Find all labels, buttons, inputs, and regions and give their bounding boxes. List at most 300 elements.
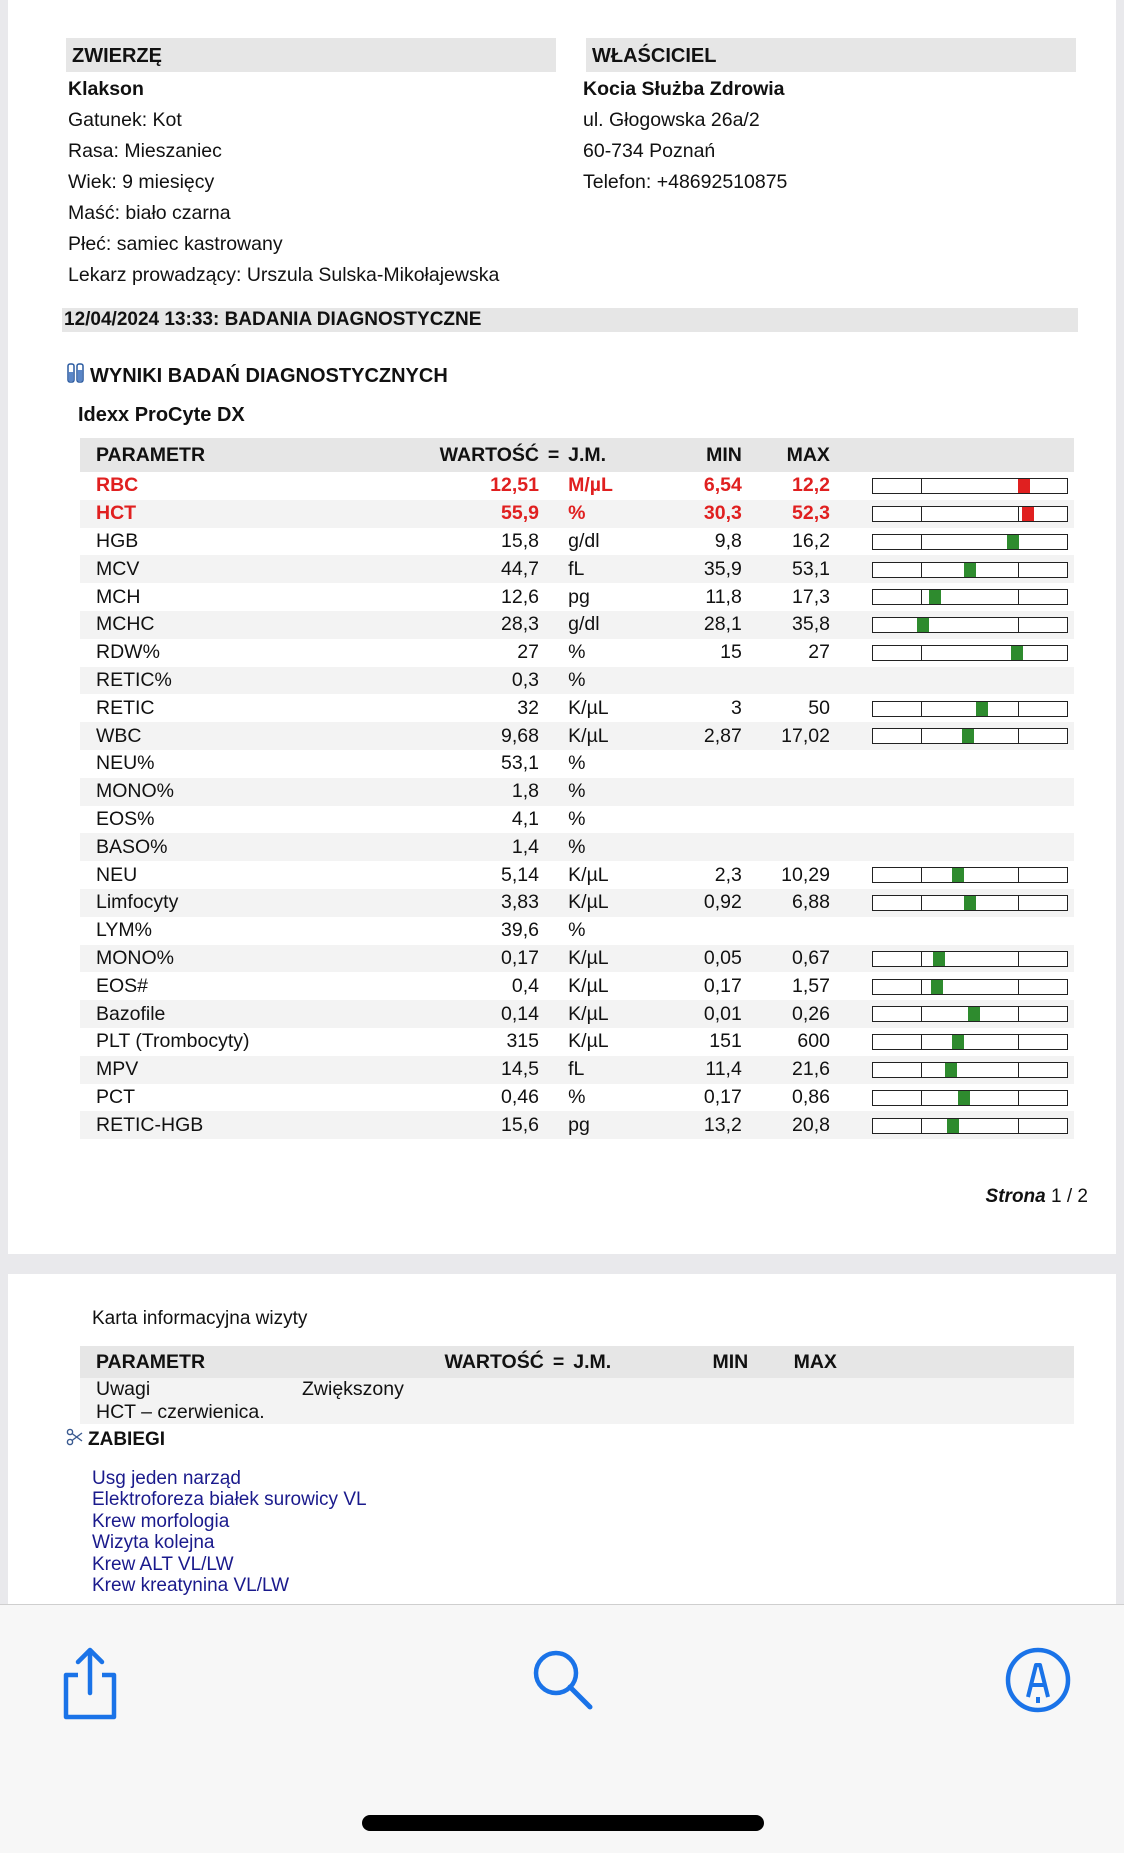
range-bar-max-line — [1018, 896, 1020, 910]
range-marker — [1018, 479, 1030, 493]
result-range-cell — [830, 945, 1074, 973]
range-bar-max-line — [1018, 507, 1020, 521]
page-total: / 2 — [1066, 1186, 1088, 1207]
range-bar-min-line — [921, 479, 923, 493]
notes-table — [80, 1346, 1074, 1424]
notes-col-max: MAX — [748, 1346, 837, 1378]
owner-phone: Telefon: +48692510875 — [583, 171, 788, 193]
result-param: HGB — [80, 528, 418, 556]
result-eq — [539, 778, 568, 806]
result-value: 14,5 — [418, 1056, 539, 1084]
result-row — [80, 806, 1074, 834]
range-bar-min-line — [921, 952, 923, 966]
bottom-toolbar — [0, 1604, 1124, 1853]
result-range-cell — [830, 500, 1074, 528]
result-max — [742, 667, 830, 695]
result-max: 17,02 — [742, 722, 830, 750]
result-min: 3 — [675, 694, 742, 722]
results-table — [80, 438, 1074, 1139]
result-min: 15 — [675, 639, 742, 667]
range-bar-max-line — [1018, 868, 1020, 882]
result-param: MCH — [80, 583, 418, 611]
notes-col-min: MIN — [681, 1346, 748, 1378]
owner-city: 60-734 Poznań — [583, 140, 716, 162]
result-param: BASO% — [80, 833, 418, 861]
range-bar-min-line — [921, 1035, 923, 1049]
result-max: 6,88 — [742, 889, 830, 917]
result-max: 16,2 — [742, 528, 830, 556]
result-unit: K/µL — [568, 861, 675, 889]
pet-age: Wiek: 9 miesięcy — [68, 171, 215, 193]
result-row — [80, 500, 1074, 528]
range-bar — [872, 1006, 1068, 1022]
result-min: 9,8 — [675, 528, 742, 556]
result-range-cell — [830, 611, 1074, 639]
result-max: 0,86 — [742, 1084, 830, 1112]
result-min: 35,9 — [675, 555, 742, 583]
col-max: MAX — [742, 438, 830, 472]
result-min — [675, 778, 742, 806]
pet-color: Maść: biało czarna — [68, 202, 231, 224]
result-eq — [539, 694, 568, 722]
report-page-1 — [8, 0, 1116, 1254]
result-eq — [539, 583, 568, 611]
result-range-cell — [830, 972, 1074, 1000]
result-param: EOS% — [80, 806, 418, 834]
col-range — [830, 438, 1074, 472]
result-min: 2,87 — [675, 722, 742, 750]
result-unit: M/µL — [568, 472, 675, 500]
result-min: 0,05 — [675, 945, 742, 973]
search-button[interactable] — [528, 1645, 598, 1715]
range-bar-min-line — [921, 563, 923, 577]
range-bar-max-line — [1018, 952, 1020, 966]
col-param: PARAMETR — [80, 438, 418, 472]
result-min: 13,2 — [675, 1111, 742, 1139]
result-unit: K/µL — [568, 972, 675, 1000]
result-max — [742, 778, 830, 806]
result-min — [675, 750, 742, 778]
result-max: 35,8 — [742, 611, 830, 639]
result-unit: % — [568, 1084, 675, 1112]
result-eq — [539, 528, 568, 556]
result-value: 53,1 — [418, 750, 539, 778]
notes-col-unit: J.M. — [573, 1346, 681, 1378]
result-eq — [539, 472, 568, 500]
pet-sex: Płeć: samiec kastrowany — [68, 233, 283, 255]
result-unit: fL — [568, 1056, 675, 1084]
result-eq — [539, 945, 568, 973]
result-min: 0,17 — [675, 972, 742, 1000]
notes-col-param: PARAMETR — [80, 1346, 438, 1378]
range-bar — [872, 478, 1068, 494]
result-unit: K/µL — [568, 945, 675, 973]
result-max: 0,26 — [742, 1000, 830, 1028]
pet-name: Klakson — [68, 78, 144, 100]
result-param: NEU% — [80, 750, 418, 778]
range-bar — [872, 645, 1068, 661]
procedure-item[interactable]: Krew morfologia — [92, 1510, 230, 1532]
result-unit: K/µL — [568, 694, 675, 722]
result-param: HCT — [80, 500, 418, 528]
result-param: MONO% — [80, 945, 418, 973]
result-unit: % — [568, 750, 675, 778]
result-value: 12,6 — [418, 583, 539, 611]
notes-header-row — [80, 1346, 1074, 1378]
notes-col-empty — [837, 1346, 1074, 1378]
range-bar — [872, 1118, 1068, 1134]
result-unit: % — [568, 778, 675, 806]
result-range-cell — [830, 1111, 1074, 1139]
result-eq — [539, 806, 568, 834]
result-param: MPV — [80, 1056, 418, 1084]
owner-name: Kocia Służba Zdrowia — [583, 78, 785, 100]
page-label: Strona — [985, 1186, 1046, 1207]
result-eq — [539, 1111, 568, 1139]
range-bar-min-line — [921, 1119, 923, 1133]
result-value: 0,17 — [418, 945, 539, 973]
result-row — [80, 1000, 1074, 1028]
result-row — [80, 972, 1074, 1000]
col-min: MIN — [675, 438, 742, 472]
range-bar — [872, 1090, 1068, 1106]
result-range-cell — [830, 667, 1074, 695]
result-unit: pg — [568, 583, 675, 611]
range-bar — [872, 979, 1068, 995]
result-min: 30,3 — [675, 500, 742, 528]
result-range-cell — [830, 1056, 1074, 1084]
result-max: 17,3 — [742, 583, 830, 611]
result-range-cell — [830, 889, 1074, 917]
result-value: 3,83 — [418, 889, 539, 917]
col-unit: J.M. — [568, 438, 675, 472]
result-range-cell — [830, 639, 1074, 667]
result-eq — [539, 611, 568, 639]
range-bar-min-line — [921, 702, 923, 716]
result-min: 151 — [675, 1028, 742, 1056]
procedure-item[interactable]: Krew ALT VL/LW — [92, 1553, 234, 1575]
result-row — [80, 1111, 1074, 1139]
range-bar — [872, 951, 1068, 967]
result-param: Bazofile — [80, 1000, 418, 1028]
range-bar — [872, 701, 1068, 717]
result-range-cell — [830, 1028, 1074, 1056]
result-max: 20,8 — [742, 1111, 830, 1139]
result-unit: pg — [568, 1111, 675, 1139]
result-eq — [539, 972, 568, 1000]
result-min: 6,54 — [675, 472, 742, 500]
result-max — [742, 917, 830, 945]
result-eq — [539, 861, 568, 889]
scissors-icon — [66, 1428, 84, 1452]
range-marker — [1022, 507, 1034, 521]
result-param: RETIC% — [80, 667, 418, 695]
result-param: RDW% — [80, 639, 418, 667]
markup-button[interactable] — [1003, 1645, 1073, 1715]
result-param: WBC — [80, 722, 418, 750]
result-row — [80, 528, 1074, 556]
notes-row — [80, 1378, 1074, 1424]
result-row — [80, 889, 1074, 917]
range-bar-max-line — [1018, 1063, 1020, 1077]
result-value: 5,14 — [418, 861, 539, 889]
range-bar-max-line — [1018, 702, 1020, 716]
result-row — [80, 917, 1074, 945]
result-value: 1,4 — [418, 833, 539, 861]
range-bar-max-line — [1018, 1091, 1020, 1105]
range-marker — [952, 868, 964, 882]
home-indicator[interactable] — [362, 1815, 764, 1831]
result-range-cell — [830, 1084, 1074, 1112]
procedure-item[interactable]: Krew kreatynina VL/LW — [92, 1574, 290, 1596]
range-bar-max-line — [1018, 590, 1020, 604]
range-marker — [1007, 535, 1019, 549]
result-min — [675, 806, 742, 834]
result-value: 0,14 — [418, 1000, 539, 1028]
range-bar-min-line — [921, 980, 923, 994]
notes-row-rest — [438, 1378, 1074, 1424]
result-range-cell — [830, 917, 1074, 945]
result-max: 21,6 — [742, 1056, 830, 1084]
result-value: 315 — [418, 1028, 539, 1056]
procedure-item[interactable]: Elektroforeza białek surowicy VL — [92, 1489, 367, 1511]
result-value: 1,8 — [418, 778, 539, 806]
result-param: PLT (Trombocyty) — [80, 1028, 418, 1056]
notes-col-value: WARTOŚĆ — [438, 1346, 544, 1378]
result-param: PCT — [80, 1084, 418, 1112]
result-param: MCV — [80, 555, 418, 583]
pet-vet: Lekarz prowadzący: Urszula Sulska-Mikołajewska — [68, 264, 500, 286]
result-unit: K/µL — [568, 889, 675, 917]
result-eq — [539, 555, 568, 583]
result-value: 39,6 — [418, 917, 539, 945]
result-unit: % — [568, 639, 675, 667]
range-marker — [976, 702, 988, 716]
pet-species: Gatunek: Kot — [68, 109, 182, 131]
range-bar-max-line — [1018, 563, 1020, 577]
result-unit: K/µL — [568, 722, 675, 750]
procedures-section-title — [66, 1428, 165, 1452]
result-row — [80, 583, 1074, 611]
result-param: Limfocyty — [80, 889, 418, 917]
result-range-cell — [830, 583, 1074, 611]
range-bar-min-line — [921, 535, 923, 549]
result-max: 600 — [742, 1028, 830, 1056]
range-bar-max-line — [1018, 1007, 1020, 1021]
result-max: 10,29 — [742, 861, 830, 889]
result-max — [742, 750, 830, 778]
result-max: 0,67 — [742, 945, 830, 973]
result-min: 0,01 — [675, 1000, 742, 1028]
result-unit: K/µL — [568, 1028, 675, 1056]
owner-header: WŁAŚCICIEL — [586, 38, 1076, 72]
visit-card-title: Karta informacyjna wizyty — [92, 1308, 308, 1329]
notes-row-cell — [80, 1378, 438, 1424]
result-range-cell — [830, 861, 1074, 889]
result-row — [80, 750, 1074, 778]
result-value: 0,3 — [418, 667, 539, 695]
result-param: MONO% — [80, 778, 418, 806]
result-unit: % — [568, 833, 675, 861]
result-eq — [539, 722, 568, 750]
result-eq — [539, 500, 568, 528]
result-row — [80, 945, 1074, 973]
page-number — [986, 1186, 1088, 1208]
result-eq — [539, 889, 568, 917]
result-row — [80, 639, 1074, 667]
result-max: 53,1 — [742, 555, 830, 583]
range-marker — [958, 1091, 970, 1105]
range-marker — [968, 1007, 980, 1021]
notes-value: Zwiększony HCT – czerwienica. — [96, 1378, 404, 1423]
result-value: 55,9 — [418, 500, 539, 528]
result-row — [80, 667, 1074, 695]
page-current: 1 — [1051, 1186, 1062, 1207]
result-row — [80, 722, 1074, 750]
result-eq — [539, 1084, 568, 1112]
range-marker — [931, 980, 943, 994]
result-param: RBC — [80, 472, 418, 500]
result-row — [80, 1028, 1074, 1056]
share-icon — [54, 1645, 124, 1721]
results-header-row — [80, 438, 1074, 472]
range-bar — [872, 728, 1068, 744]
range-marker — [964, 563, 976, 577]
result-param: EOS# — [80, 972, 418, 1000]
range-bar-min-line — [921, 1063, 923, 1077]
result-max — [742, 833, 830, 861]
result-eq — [539, 1028, 568, 1056]
procedures-list — [92, 1468, 367, 1596]
procedure-item[interactable]: Usg jeden narząd — [92, 1468, 241, 1489]
range-bar — [872, 867, 1068, 883]
result-unit: % — [568, 500, 675, 528]
result-value: 0,4 — [418, 972, 539, 1000]
result-unit: % — [568, 806, 675, 834]
result-row — [80, 778, 1074, 806]
notes-param: Uwagi — [96, 1378, 151, 1400]
result-eq — [539, 1000, 568, 1028]
result-min — [675, 667, 742, 695]
range-marker — [1011, 646, 1023, 660]
result-eq — [539, 917, 568, 945]
range-bar — [872, 506, 1068, 522]
range-bar — [872, 895, 1068, 911]
range-bar-min-line — [921, 896, 923, 910]
result-row — [80, 555, 1074, 583]
result-max — [742, 806, 830, 834]
notes-col-eq: = — [544, 1346, 573, 1378]
result-eq — [539, 639, 568, 667]
result-row — [80, 611, 1074, 639]
pet-header: ZWIERZĘ — [66, 38, 556, 72]
result-range-cell — [830, 778, 1074, 806]
range-bar — [872, 589, 1068, 605]
result-unit: g/dl — [568, 528, 675, 556]
result-eq — [539, 833, 568, 861]
result-unit: g/dl — [568, 611, 675, 639]
result-min — [675, 833, 742, 861]
result-unit: fL — [568, 555, 675, 583]
result-value: 15,6 — [418, 1111, 539, 1139]
results-title-text: WYNIKI BADAŃ DIAGNOSTYCZNYCH — [90, 364, 448, 387]
range-bar-min-line — [921, 507, 923, 521]
range-marker — [964, 896, 976, 910]
result-min: 0,92 — [675, 889, 742, 917]
result-row — [80, 472, 1074, 500]
result-value: 44,7 — [418, 555, 539, 583]
pet-info — [68, 74, 499, 291]
result-value: 32 — [418, 694, 539, 722]
range-bar-min-line — [921, 868, 923, 882]
result-eq — [539, 1056, 568, 1084]
range-bar — [872, 1062, 1068, 1078]
result-range-cell — [830, 722, 1074, 750]
procedure-item[interactable]: Wizyta kolejna — [92, 1532, 215, 1554]
col-eq: = — [539, 438, 568, 472]
range-bar-min-line — [921, 646, 923, 660]
range-bar-min-line — [921, 1091, 923, 1105]
result-min: 11,8 — [675, 583, 742, 611]
result-max: 52,3 — [742, 500, 830, 528]
range-marker — [947, 1119, 959, 1133]
col-value: WARTOŚĆ — [418, 438, 539, 472]
result-range-cell — [830, 694, 1074, 722]
result-eq — [539, 750, 568, 778]
owner-street: ul. Głogowska 26a/2 — [583, 109, 760, 131]
result-value: 0,46 — [418, 1084, 539, 1112]
markup-icon — [1003, 1645, 1073, 1715]
range-bar — [872, 1034, 1068, 1050]
range-bar-max-line — [1018, 1119, 1020, 1133]
range-bar-max-line — [1018, 980, 1020, 994]
result-unit: % — [568, 917, 675, 945]
result-value: 4,1 — [418, 806, 539, 834]
search-icon — [528, 1645, 598, 1715]
result-row — [80, 1084, 1074, 1112]
result-param: MCHC — [80, 611, 418, 639]
result-min: 2,3 — [675, 861, 742, 889]
result-param: LYM% — [80, 917, 418, 945]
range-marker — [952, 1035, 964, 1049]
device-name: Idexx ProCyte DX — [78, 404, 245, 426]
result-param: RETIC — [80, 694, 418, 722]
procedures-title-text: ZABIEGI — [88, 1429, 166, 1450]
result-unit: % — [568, 667, 675, 695]
share-button[interactable] — [54, 1645, 124, 1715]
result-min: 11,4 — [675, 1056, 742, 1084]
range-marker — [929, 590, 941, 604]
result-value: 12,51 — [418, 472, 539, 500]
result-range-cell — [830, 806, 1074, 834]
owner-info — [583, 74, 787, 198]
range-marker — [917, 618, 929, 632]
result-row — [80, 833, 1074, 861]
range-bar-max-line — [1018, 1035, 1020, 1049]
result-param: RETIC-HGB — [80, 1111, 418, 1139]
range-bar — [872, 617, 1068, 633]
result-min — [675, 917, 742, 945]
results-section-title — [66, 362, 448, 390]
range-bar-max-line — [1018, 618, 1020, 632]
result-row — [80, 1056, 1074, 1084]
result-unit: K/µL — [568, 1000, 675, 1028]
result-range-cell — [830, 750, 1074, 778]
report-page-2 — [8, 1274, 1116, 1604]
result-range-cell — [830, 833, 1074, 861]
result-param: NEU — [80, 861, 418, 889]
range-bar-min-line — [921, 729, 923, 743]
